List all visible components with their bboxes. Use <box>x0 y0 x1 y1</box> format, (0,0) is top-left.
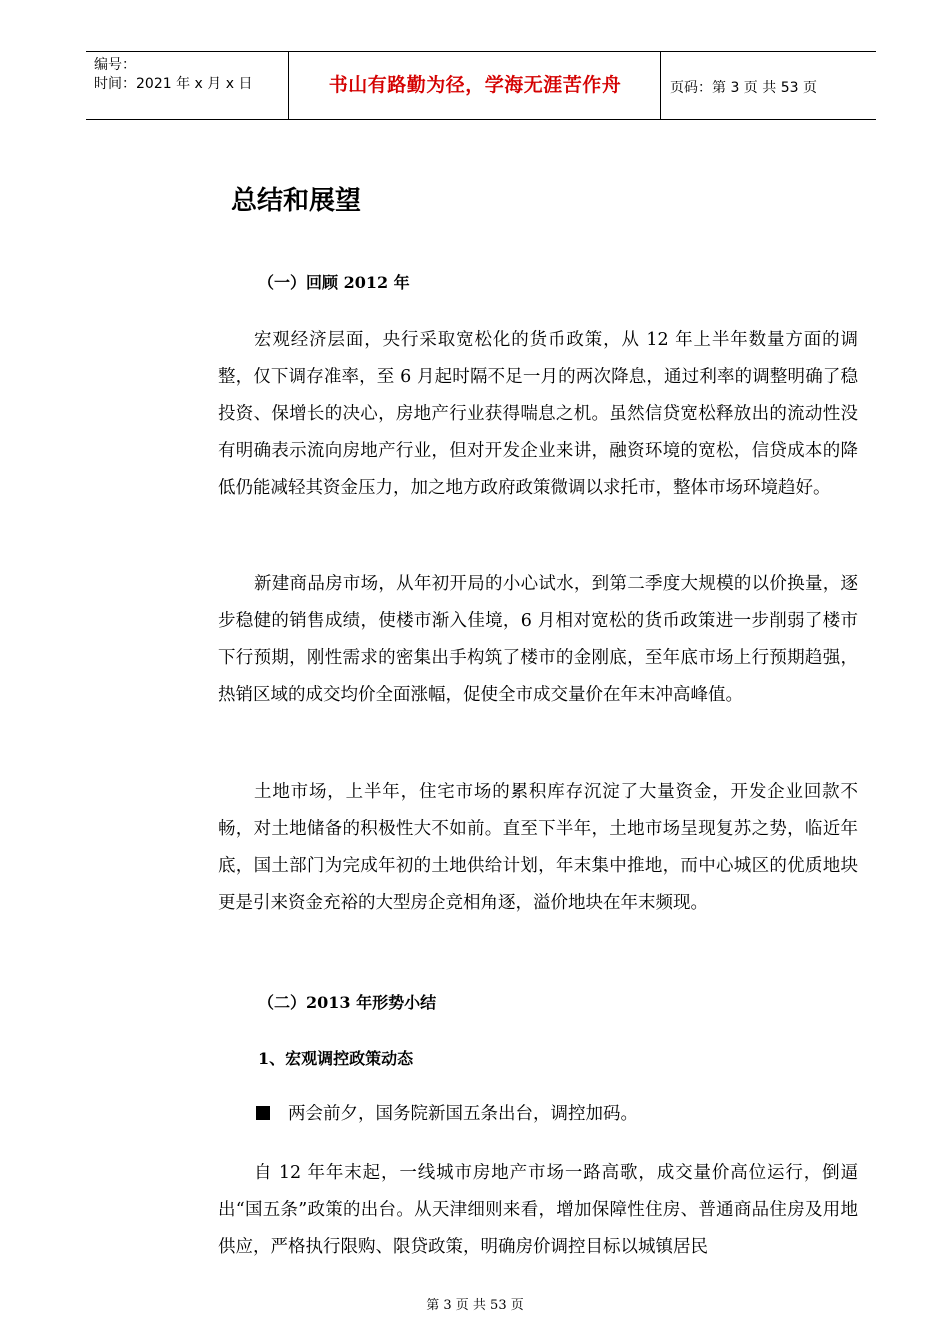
paragraph-housing-market: 新建商品房市场，从年初开局的小心试水，到第二季度大规模的以价换量，逐步稳健的销售成绩，使楼市渐入佳境，6 月相对宽松的货币政策进一步削弱了楼市下行预期，刚性需求的密集出手构筑了楼市的金刚底，至年底市场上行预期趋强，热销区域的成交均价全面涨幅，促使全市成交量价在年末冲高峰值。 <box>218 574 858 705</box>
doc-date-label: 时间：2021 年 x 月 x 日 <box>94 76 253 92</box>
subheading-macro-policy: 1、宏观调控政策动态 <box>258 1049 414 1068</box>
square-bullet-icon <box>256 1106 270 1120</box>
paragraph-guowutiao: 自 12 年年末起，一线城市房地产市场一路高歌，成交量价高位运行，倒逼出“国五条”政策的出台。从天津细则来看，增加保障性住房、普通商品住房及用地供应，严格执行限购、限贷政策，明确房价调控目标以城镇居民 <box>218 1163 858 1257</box>
bullet-text: 两会前夕，国务院新国五条出台，调控加码。 <box>288 1104 638 1124</box>
bullet-item <box>256 1100 638 1125</box>
header-divider <box>660 52 661 119</box>
header-motto: 书山有路勤为径，学海无涯苦作舟 <box>328 74 622 96</box>
doc-number-label: 编号： <box>94 57 136 73</box>
page-title: 总结和展望 <box>231 186 362 216</box>
section-heading-review-2012: （一）回顾 2012 年 <box>258 273 410 292</box>
header-page-info: 页码：第 3 页 共 53 页 <box>670 80 817 96</box>
paragraph-land-market: 土地市场，上半年，住宅市场的累积库存沉淀了大量资金，开发企业回款不畅，对土地储备的积极性大不如前。直至下半年，土地市场呈现复苏之势，临近年底，国土部门为完成年初的土地供给计划，年末集中推地，而中心城区的优质地块更是引来资金充裕的大型房企竞相角逐，溢价地块在年末频现。 <box>218 782 858 913</box>
section-heading-2013-summary: （二）2013 年形势小结 <box>258 993 437 1012</box>
page-footer: 第 3 页 共 53 页 <box>426 1298 524 1313</box>
page-header <box>86 51 876 120</box>
paragraph-macro-economy: 宏观经济层面，央行采取宽松化的货币政策，从 12 年上半年数量方面的调整，仅下调存准率，至 6 月起时隔不足一月的两次降息，通过利率的调整明确了稳投资、保增长的决心，房地产行业获得喘息之机。虽然信贷宽松释放出的流动性没有明确表示流向房地产行业，但对开发企业来讲，融资环境的宽松，信贷成本的降低仍能减轻其资金压力，加之地方政府政策微调以求托市，整体市场环境趋好。 <box>218 330 858 498</box>
header-meta <box>94 56 252 94</box>
